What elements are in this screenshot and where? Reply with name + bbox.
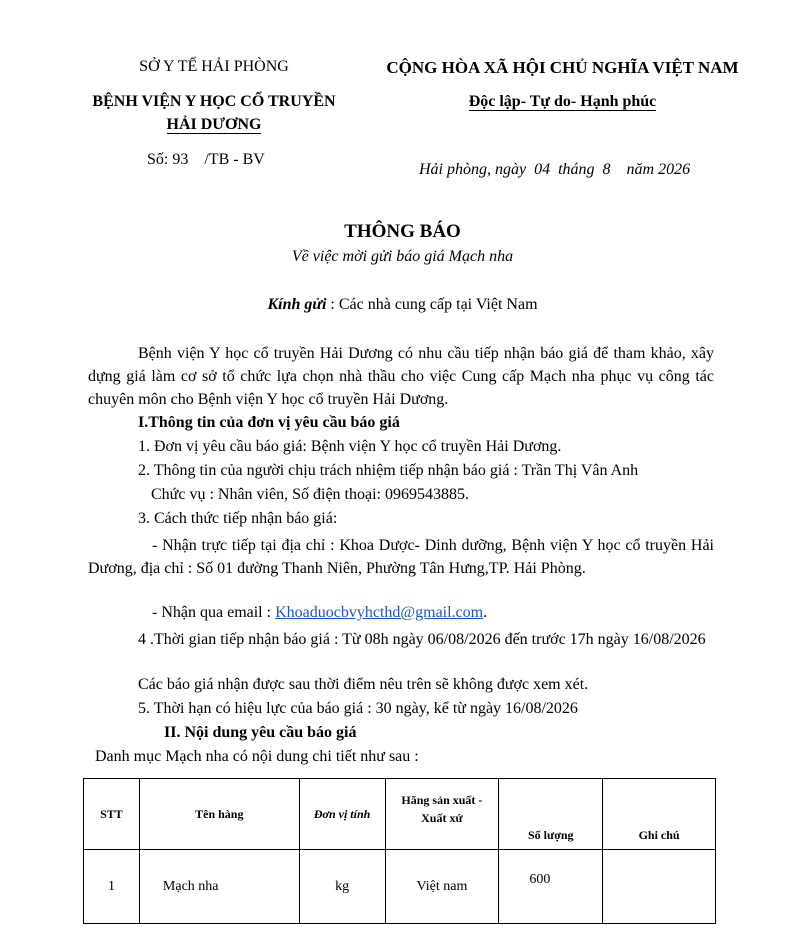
- header-note: Ghi chú: [603, 779, 716, 850]
- recipient-line: [0, 296, 805, 314]
- header-unit-text: Đơn vị tính: [313, 806, 371, 821]
- cell-origin: Việt nam: [385, 850, 499, 924]
- info-item-4: 4 .Thời gian tiếp nhận báo giá : Từ 08h ngày 06/08/2026 đến trước 17h ngày 16/08/2026: [138, 631, 706, 648]
- issue-date: Hải phòng, ngày 04 tháng 8 năm 2026: [419, 161, 691, 178]
- notice-subject: Về việc mời gửi báo giá Mạch nha: [291, 248, 514, 265]
- info-item-4-note: Các báo giá nhận được sau thời điểm nêu trên sẽ không được xem xét.: [138, 676, 589, 693]
- header-stt: STT: [84, 779, 140, 850]
- cell-item-name: Mạch nha: [139, 850, 299, 924]
- issuing-department: SỞ Y TẾ HẢI PHÒNG: [139, 58, 289, 75]
- document-number: Số: 93 /TB - BV: [147, 151, 265, 168]
- receive-email-label: - Nhận qua email :: [152, 604, 276, 621]
- table-row: [84, 850, 716, 924]
- section-2-title: II. Nội dung yêu cầu báo giá: [164, 724, 357, 741]
- header-item-name: Tên hàng: [139, 779, 299, 850]
- info-item-5: 5. Thời hạn có hiệu lực của báo giá : 30 ngày, kể từ ngày 16/08/2026: [138, 700, 578, 717]
- info-item-3: 3. Cách thức tiếp nhận báo giá:: [138, 510, 338, 527]
- hospital-name-line2: [64, 116, 364, 134]
- cell-quantity: 600: [499, 850, 603, 924]
- cell-stt: 1: [84, 850, 140, 924]
- info-item-2-contact: Chức vụ : Nhân viên, Số điện thoại: 0969543885.: [151, 486, 469, 503]
- hospital-name-line2-text: HẢI DƯƠNG: [166, 116, 262, 133]
- table-header-row: [84, 779, 716, 850]
- receive-email-line: [152, 604, 487, 622]
- list-intro: Danh mục Mạch nha có nội dung chi tiết như sau :: [95, 748, 419, 765]
- receive-email-suffix: .: [483, 604, 488, 621]
- national-motto-text: Độc lập- Tự do- Hạnh phúc: [468, 93, 657, 110]
- recipient-label: Kính gửi: [267, 296, 327, 313]
- recipient-value: : Các nhà cung cấp tại Việt Nam: [326, 296, 538, 313]
- header-manufacturer-origin: [385, 779, 499, 850]
- quotation-items-table: [83, 778, 716, 924]
- intro-paragraph: Bệnh viện Y học cổ truyền Hải Dương có nhu cầu tiếp nhận báo giá để tham khảo, xây dựng giá làm cơ sở tổ chức lựa chọn nhà thầu cho việc Cung cấp Mạch nha phục vụ công tác chuyên môn cho Bệnh viện Y học cổ truyền Hải Dương.: [88, 345, 714, 408]
- info-item-1: 1. Đơn vị yêu cầu báo giá: Bệnh viện Y học cổ truyền Hải Dương.: [138, 438, 562, 455]
- cell-note: [603, 850, 716, 924]
- header-quantity: Số lượng: [499, 779, 603, 850]
- hospital-name-line1: BỆNH VIỆN Y HỌC CỔ TRUYỀN: [92, 93, 336, 110]
- country-name: CỘNG HÒA XÃ HỘI CHỦ NGHĨA VIỆT NAM: [386, 58, 739, 77]
- national-motto: [360, 93, 765, 111]
- receive-direct-paragraph: - Nhận trực tiếp tại địa chỉ : Khoa Dược- Dinh dưỡng, Bệnh viện Y học cổ truyền Hải Dương, địa chỉ : Số 01 đường Thanh Niên, Phường Tân Hưng,TP. Hải Phòng.: [88, 537, 714, 577]
- info-item-2: 2. Thông tin của người chịu trách nhiệm tiếp nhận báo giá : Trần Thị Vân Anh: [138, 462, 639, 479]
- header-manufacturer: Hãng sản xuất -: [401, 793, 483, 807]
- cell-unit: kg: [299, 850, 385, 924]
- notice-title: THÔNG BÁO: [344, 221, 461, 242]
- header-unit: [299, 779, 385, 850]
- header-origin: Xuất xứ: [421, 811, 463, 825]
- email-link[interactable]: Khoaduocbvyhcthd@gmail.com: [275, 604, 484, 621]
- section-1-title: I.Thông tin của đơn vị yêu cầu báo giá: [138, 414, 400, 431]
